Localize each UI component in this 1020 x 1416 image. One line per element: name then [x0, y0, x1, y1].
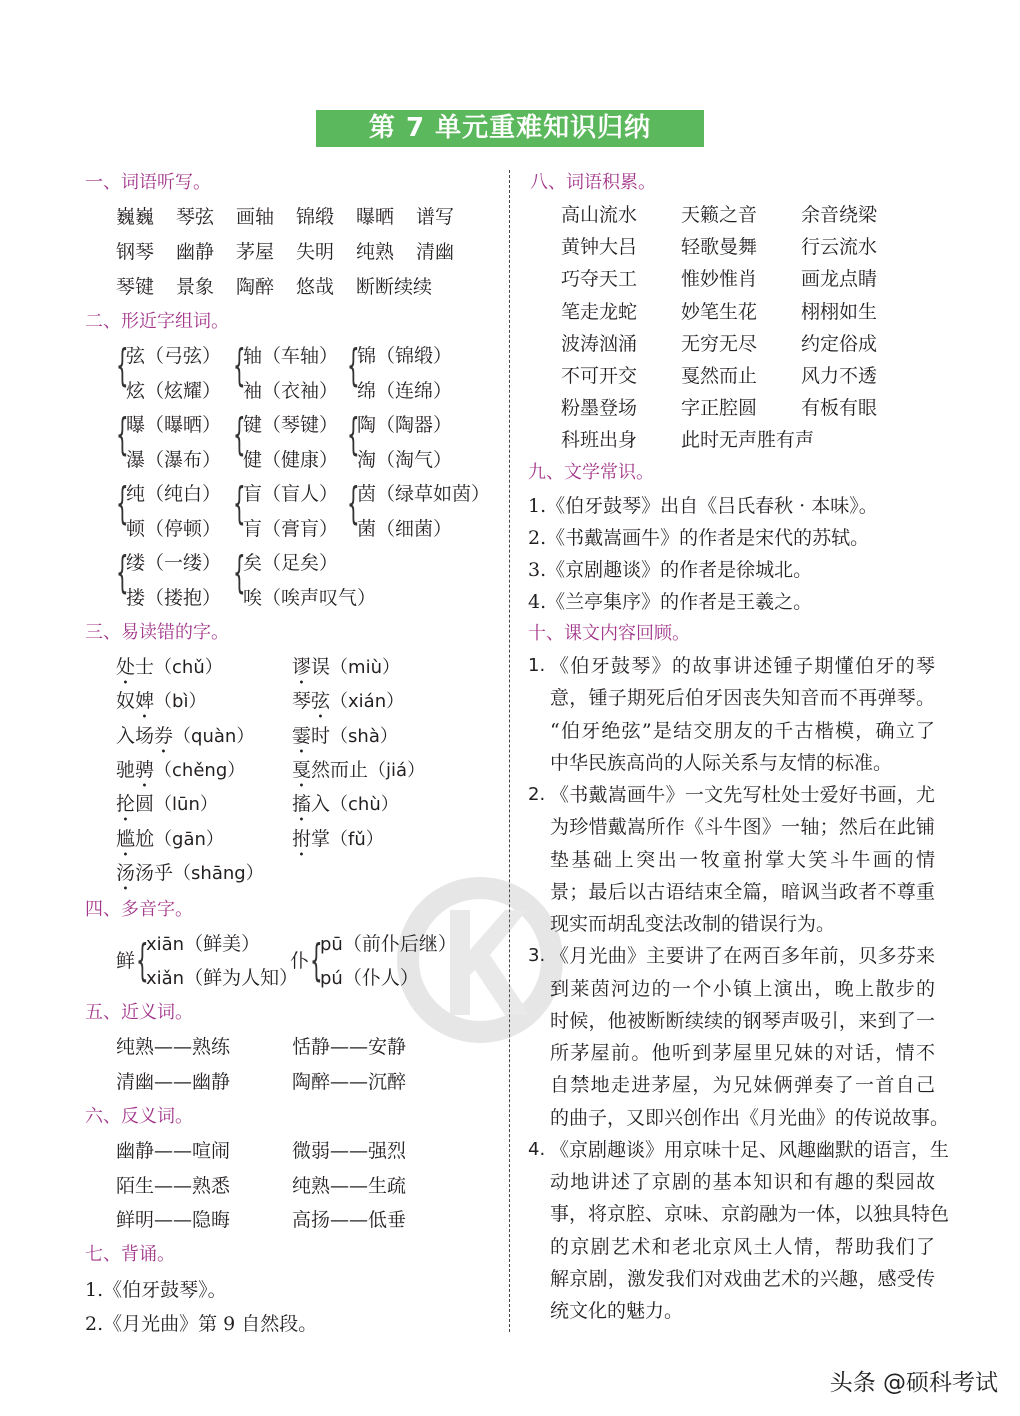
section-heading: 七、背诵。 — [85, 1244, 175, 1265]
pinyin: （chǔ） — [154, 657, 223, 678]
section-heading: 四、多音字。 — [85, 899, 193, 920]
literature-fact: 4.《兰亭集序》的作者是王羲之。 — [528, 591, 813, 613]
synonym-pair: 恬静——安静 — [292, 1036, 407, 1058]
polyphone-char: 仆 — [290, 950, 310, 972]
emphasized-char: 骋 — [135, 758, 155, 781]
dictation-word: 曝晒 — [356, 206, 395, 228]
word-part: 士 — [135, 656, 155, 678]
dictation-word: 巍巍 — [116, 206, 155, 228]
pinyin: xiǎn — [146, 968, 185, 989]
idiom: 黄钟大吕 — [561, 236, 638, 259]
paragraph-line: 《京剧趣谈》用京味十足、风趣幽默的语言，生 — [550, 1138, 950, 1161]
dictation-word: 琴弦 — [176, 206, 215, 228]
idiom: 栩栩如生 — [801, 300, 878, 323]
pronunciation-item — [292, 724, 398, 758]
idiom: 波涛汹涌 — [561, 332, 638, 355]
similar-char-word: 瀑（瀑布） — [126, 449, 222, 471]
idiom: 行云流水 — [801, 236, 878, 259]
dictation-word: 钢琴 — [116, 241, 155, 263]
pinyin-text: lūn — [172, 794, 200, 816]
similar-char-word: 纯（纯白） — [126, 483, 222, 505]
emphasized-char: 婢 — [135, 690, 155, 713]
section-heading: 九、文学常识。 — [528, 462, 654, 483]
dictation-word: 画轴 — [236, 206, 275, 228]
pronunciation-item — [292, 689, 404, 723]
synonym-pair: 清幽——幽静 — [116, 1071, 231, 1093]
example-word: （鲜为人知） — [184, 967, 299, 989]
emphasized-char: 汤 — [116, 861, 136, 884]
pinyin: （quàn） — [173, 725, 255, 747]
paragraph-line: 中华民族高尚的人际关系与友情的标准。 — [550, 751, 893, 774]
literature-fact: 2.《书戴嵩画牛》的作者是宋代的苏轼。 — [528, 527, 870, 549]
polyphone-reading — [146, 966, 298, 991]
section-heading: 六、反义词。 — [85, 1106, 193, 1127]
idiom: 粉墨登场 — [561, 397, 638, 420]
footer-source: 头条 @硕科考试 — [829, 1370, 998, 1396]
synonym-pair: 纯熟——熟练 — [116, 1036, 231, 1058]
brace-icon: { — [310, 935, 323, 986]
brace-icon: { — [116, 409, 129, 460]
pronunciation-item — [116, 724, 254, 758]
pinyin-text: chǔ — [172, 657, 205, 678]
pronunciation-item — [116, 655, 223, 689]
dictation-word: 幽静 — [176, 241, 215, 263]
word-part: 误 — [311, 656, 331, 678]
word-part: 驰 — [116, 758, 136, 781]
section-heading: 八、词语积累。 — [530, 172, 656, 193]
similar-char-word: 陶（陶器） — [357, 414, 453, 436]
paragraph-line: 《书戴嵩画牛》一文先写杜处士爱好书画，尤 — [550, 784, 935, 806]
brace-icon: { — [347, 340, 360, 391]
idiom: 巧夺天工 — [561, 268, 638, 291]
column-divider — [509, 170, 510, 1332]
idiom: 风力不透 — [801, 365, 878, 387]
polyphone-reading — [320, 932, 457, 957]
dictation-word: 景象 — [176, 276, 215, 298]
paragraph-number: 1. — [528, 655, 546, 676]
pinyin: （jiá） — [368, 759, 426, 781]
brace-icon: { — [233, 409, 246, 460]
similar-char-word: 袖（衣袖） — [243, 380, 339, 402]
emphasized-char: 拊 — [292, 827, 312, 850]
pinyin: （lūn） — [154, 794, 218, 816]
dictation-word: 茅屋 — [236, 241, 275, 263]
similar-char-word: 键（琴键） — [243, 414, 339, 436]
antonym-pair: 陌生——熟悉 — [116, 1174, 231, 1197]
similar-char-word: 顿（停顿） — [126, 518, 222, 540]
brace-icon: { — [116, 478, 129, 529]
section-heading: 十、课文内容回顾。 — [528, 623, 690, 644]
similar-char-word: 搂（搂抱） — [126, 587, 222, 609]
antonym-pair: 高扬——低垂 — [292, 1209, 407, 1231]
idiom: 惟妙惟肖 — [681, 268, 758, 291]
polyphone-reading — [320, 966, 419, 991]
idiom: 不可开交 — [561, 365, 638, 387]
idiom: 字正腔圆 — [681, 397, 758, 420]
dictation-word: 清幽 — [416, 241, 455, 263]
word-part: 然而止 — [311, 758, 369, 781]
word-part: 汤乎 — [135, 861, 174, 884]
pronunciation-item — [116, 792, 218, 826]
brace-icon: { — [116, 340, 129, 391]
emphasized-char: 处 — [116, 656, 136, 678]
similar-char-word: 矣（足矣） — [243, 552, 339, 574]
emphasized-char: 谬 — [292, 656, 312, 678]
dictation-word: 悠哉 — [296, 276, 335, 298]
similar-char-word: 炫（炫耀） — [126, 380, 222, 402]
idiom: 此时无声胜有声 — [681, 429, 815, 452]
pinyin-text: jiá — [386, 759, 408, 781]
dictation-word: 锦缎 — [296, 206, 335, 228]
word-part: 时 — [311, 724, 331, 747]
polyphone-reading — [146, 932, 260, 957]
example-word: （仆人） — [342, 967, 419, 989]
idiom: 约定俗成 — [801, 332, 878, 355]
pinyin: （shà） — [330, 725, 398, 747]
pinyin-text: xián — [348, 691, 387, 713]
word-part: 入场 — [116, 724, 155, 747]
pinyin-text: quàn — [191, 725, 237, 747]
word-part: 入 — [311, 793, 331, 816]
emphasized-char: 戛 — [292, 758, 312, 781]
word-part: 尬 — [135, 827, 155, 850]
similar-char-word: 菌（细菌） — [357, 518, 453, 540]
pinyin: （shāng） — [173, 862, 264, 884]
example-word: （鲜美） — [184, 933, 261, 955]
section-heading: 二、形近字组词。 — [85, 311, 229, 332]
pronunciation-item — [116, 689, 206, 723]
pinyin-text: bì — [172, 691, 189, 713]
recitation-item: 1.《伯牙鼓琴》。 — [85, 1279, 227, 1301]
word-part: 琴 — [292, 690, 312, 713]
antonym-pair: 鲜明——隐晦 — [116, 1209, 231, 1231]
pronunciation-item — [292, 655, 400, 689]
pinyin-text: gān — [172, 828, 206, 850]
paragraph-line: 到莱茵河边的一个小镇上演出，晚上散步的 — [550, 977, 935, 1000]
section-heading: 三、易读错的字。 — [85, 622, 229, 643]
paragraph-number: 3. — [528, 945, 546, 967]
brace-icon: { — [233, 547, 246, 598]
similar-char-word: 茵（绿草如茵） — [357, 483, 491, 505]
paragraph-line: 意，锺子期死后伯牙因丧失知音而不再弹琴。 — [550, 687, 935, 710]
paragraph-line: 《月光曲》主要讲了在两百多年前，贝多芬来 — [550, 945, 935, 968]
pinyin: （fǔ） — [330, 828, 384, 850]
emphasized-char: 搐 — [292, 793, 312, 816]
similar-char-word: 弦（弓弦） — [126, 345, 222, 367]
idiom: 妙笔生花 — [681, 300, 758, 323]
page-title: 第 7 单元重难知识归纳 — [316, 110, 704, 147]
dictation-word: 谱写 — [416, 206, 455, 228]
literature-fact: 3.《京剧趣谈》的作者是徐城北。 — [528, 559, 813, 581]
paragraph-line: 解京剧，激发我们对戏曲艺术的兴趣，感受传 — [550, 1267, 935, 1290]
idiom: 戛然而止 — [681, 365, 758, 387]
idiom: 天籁之音 — [681, 204, 758, 226]
pinyin-text: fǔ — [348, 828, 366, 850]
paragraph-line: 《伯牙鼓琴》的故事讲述锺子期懂伯牙的琴 — [550, 655, 935, 677]
pinyin-text: miù — [348, 657, 382, 678]
dictation-word: 纯熟 — [356, 241, 395, 263]
idiom: 科班出身 — [561, 429, 638, 452]
similar-char-word: 缕（一缕） — [126, 552, 222, 574]
paragraph-line: 时候，他被断断续续的钢琴声吸引，来到了一 — [550, 1009, 935, 1032]
emphasized-char: 抡 — [116, 793, 136, 816]
idiom: 高山流水 — [561, 204, 638, 226]
paragraph-line: 统文化的魅力。 — [550, 1300, 684, 1322]
section-heading: 一、词语听写。 — [85, 172, 211, 193]
dictation-word: 陶醉 — [236, 276, 275, 298]
paragraph-line: 现实而胡乱变法改制的错误行为。 — [550, 913, 836, 935]
paragraph-line: 垫基础上突出一牧童拊掌大笑斗牛画的情 — [550, 848, 935, 871]
brace-icon: { — [347, 478, 360, 529]
idiom: 笔走龙蛇 — [561, 300, 638, 323]
brace-icon: { — [233, 340, 246, 391]
pinyin: （chù） — [330, 794, 399, 816]
paragraph-line: 景；最后以古语结束全篇，暗讽当政者不尊重 — [550, 880, 935, 903]
pinyin: pú — [320, 968, 343, 989]
example-word: （前仆后继） — [342, 933, 457, 955]
similar-char-word: 盲（盲人） — [243, 483, 339, 505]
pronunciation-item — [292, 758, 425, 792]
word-part: 掌 — [311, 827, 331, 850]
paragraph-line: 的曲子，又即兴创作出《月光曲》的传说故事。 — [550, 1106, 950, 1129]
emphasized-char: 霎 — [292, 724, 312, 747]
paragraph-line: 事，将京腔、京味、京韵融为一体，以独具特色 — [550, 1203, 950, 1226]
antonym-pair: 微弱——强烈 — [292, 1140, 407, 1162]
idiom: 无穷无尽 — [681, 332, 758, 355]
pinyin: （miù） — [330, 657, 400, 678]
paragraph-number: 2. — [528, 784, 546, 805]
pinyin: （chěng） — [154, 759, 246, 781]
brace-icon: { — [347, 409, 360, 460]
paragraph-line: 自禁地走进茅屋，为兄妹俩弹奏了一首自己 — [550, 1074, 935, 1097]
paragraph-line: 为珍惜戴嵩所作《斗牛图》一轴；然后在此铺 — [550, 816, 935, 839]
similar-char-word: 健（健康） — [243, 449, 339, 471]
emphasized-char: 券 — [154, 724, 174, 747]
paragraph-line: “伯牙绝弦”是结交朋友的千古楷模，确立了 — [550, 719, 935, 742]
section-heading: 五、近义词。 — [85, 1002, 193, 1023]
pinyin: pū — [320, 934, 343, 955]
brace-icon: { — [233, 478, 246, 529]
pinyin-text: chù — [348, 794, 381, 816]
recitation-item: 2.《月光曲》第 9 自然段。 — [85, 1313, 318, 1335]
pronunciation-item — [116, 758, 245, 792]
pronunciation-item — [292, 827, 384, 861]
paragraph-line: 的京剧艺术和老北京风土人情，帮助我们了 — [550, 1235, 935, 1258]
pronunciation-item — [116, 827, 224, 861]
similar-char-word: 曝（曝晒） — [126, 414, 222, 436]
similar-char-word: 唉（唉声叹气） — [243, 587, 377, 609]
word-part: 奴 — [116, 690, 136, 713]
pinyin-text: shāng — [191, 862, 246, 884]
brace-icon: { — [116, 547, 129, 598]
idiom: 画龙点睛 — [801, 268, 878, 291]
brace-icon: { — [136, 935, 149, 986]
similar-char-word: 绵（连绵） — [357, 380, 453, 402]
synonym-pair: 陶醉——沉醉 — [292, 1071, 407, 1093]
similar-char-word: 锦（锦缎） — [357, 345, 453, 367]
idiom: 轻歌曼舞 — [681, 236, 758, 259]
idiom: 有板有眼 — [801, 397, 878, 420]
pinyin: xiān — [146, 934, 185, 955]
antonym-pair: 幽静——喧闹 — [116, 1140, 231, 1162]
antonym-pair: 纯熟——生疏 — [292, 1174, 407, 1197]
dictation-word: 琴键 — [116, 276, 155, 298]
pinyin: （bì） — [154, 691, 207, 713]
pinyin: （xián） — [330, 691, 405, 713]
idiom: 余音绕梁 — [801, 204, 878, 226]
emphasized-char: 弦 — [311, 690, 331, 713]
similar-char-word: 肓（膏肓） — [243, 518, 339, 540]
paragraph-number: 4. — [528, 1138, 546, 1160]
word-part: 圆 — [135, 793, 155, 816]
pinyin-text: shà — [348, 725, 380, 747]
polyphone-char: 鲜 — [116, 950, 136, 972]
similar-char-word: 淘（淘气） — [357, 449, 453, 471]
pinyin: （gān） — [154, 828, 224, 850]
paragraph-line: 所茅屋前。他听到茅屋里兄妹的对话，情不 — [550, 1042, 935, 1064]
paragraph-line: 动地讲述了京剧的基本知识和有趣的梨园故 — [550, 1171, 935, 1193]
pronunciation-item — [292, 792, 399, 826]
emphasized-char: 尴 — [116, 827, 136, 850]
pinyin-text: chěng — [172, 759, 228, 781]
dictation-word: 断断续续 — [356, 276, 433, 298]
dictation-word: 失明 — [296, 241, 335, 263]
pronunciation-item — [116, 861, 264, 895]
similar-char-word: 轴（车轴） — [243, 345, 339, 367]
literature-fact: 1.《伯牙鼓琴》出自《吕氏春秋 · 本味》。 — [528, 495, 878, 517]
